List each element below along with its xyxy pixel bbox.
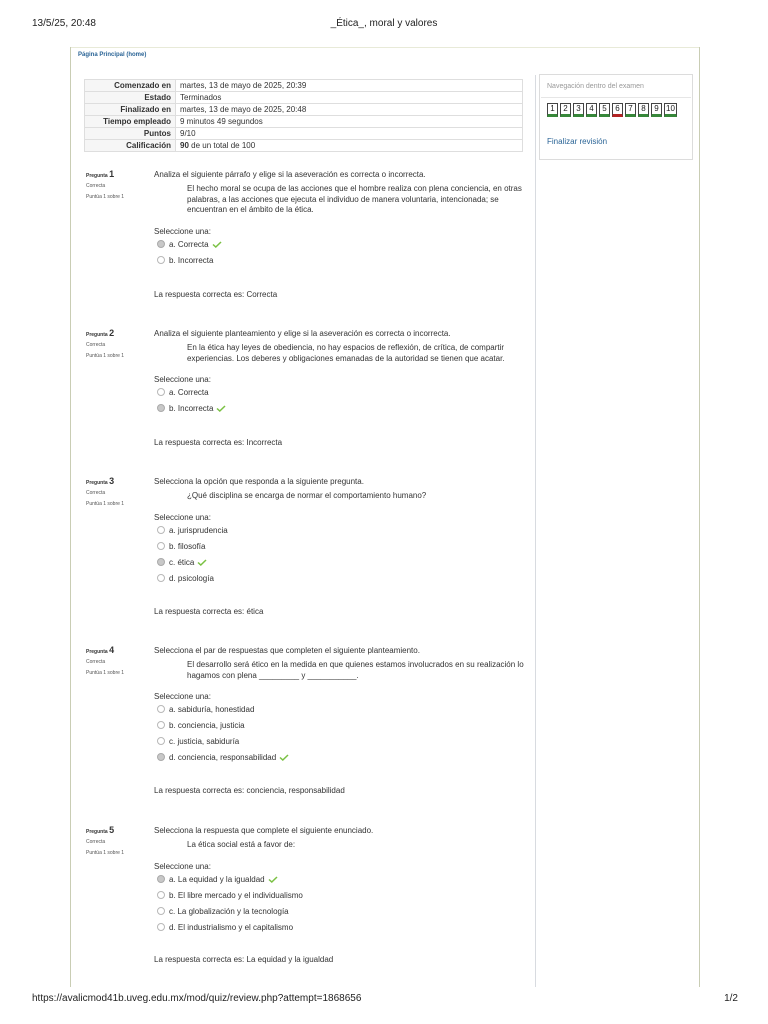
summary-value: Terminados	[176, 92, 523, 104]
question-info	[86, 825, 148, 856]
grade-total: de un total de 100	[188, 141, 256, 150]
summary-value: martes, 13 de mayo de 2025, 20:39	[176, 80, 523, 92]
question-label	[86, 825, 148, 835]
radio-button-selected[interactable]	[157, 875, 165, 883]
answer-option-label: a. Correcta	[169, 239, 209, 249]
question-statement: La ética social está a favor de:	[187, 840, 296, 849]
print-header	[0, 18, 768, 32]
radio-button[interactable]	[157, 574, 165, 582]
question-label	[86, 169, 148, 179]
frame-top-border	[71, 47, 699, 48]
question-grade: Puntúa 1 sobre 1	[86, 501, 125, 507]
radio-button-selected[interactable]	[157, 558, 165, 566]
question-nav-button[interactable]: 7	[625, 103, 636, 117]
question-body	[154, 329, 526, 447]
answer-option-label: c. justicia, sabiduría	[169, 737, 240, 746]
check-icon	[268, 876, 278, 883]
question-body	[154, 646, 526, 795]
question-statement: El hecho moral se ocupa de las acciones que el hombre realiza con plena conciencia, en otras palabras, a las acciones que ejecuta el individuo de manera voluntaria, intencionada; se encuentran en el ámbito de la ética.	[187, 184, 522, 214]
answer-option[interactable]	[157, 385, 526, 401]
answer-option[interactable]	[157, 401, 526, 417]
question-label	[86, 328, 148, 338]
question-state: Correcta	[86, 183, 106, 189]
finish-review-link[interactable]: Finalizar revisión	[547, 137, 608, 146]
summary-label: Calificación	[85, 140, 176, 152]
radio-button[interactable]	[157, 388, 165, 396]
summary-label: Finalizado en	[85, 104, 176, 116]
question-statement: En la ética hay leyes de obediencia, no hay espacios de reflexión, de crítica, de compartir experiencias. Los deberes y obligaciones emanadas de la autoridad se tienen que acatar.	[187, 343, 505, 363]
answer-option[interactable]	[157, 920, 526, 936]
answer-option[interactable]	[157, 718, 526, 734]
question-number: 5	[109, 825, 115, 835]
question-grade: Puntúa 1 sobre 1	[86, 353, 125, 359]
check-icon	[279, 754, 289, 761]
summary-row	[85, 140, 523, 152]
radio-button[interactable]	[157, 721, 165, 729]
answer-option-label: d. El industrialismo y el capitalismo	[169, 922, 294, 932]
question-nav-button[interactable]: 5	[599, 103, 610, 117]
question-intro: Selecciona la respuesta que complete el siguiente enunciado.	[154, 826, 374, 835]
question-number: 1	[109, 169, 115, 179]
radio-button[interactable]	[157, 737, 165, 745]
radio-button[interactable]	[157, 256, 165, 264]
answer-option-label: d. psicología	[169, 573, 214, 583]
question-number: 4	[109, 645, 115, 655]
summary-value: 9 minutos 49 segundos	[176, 116, 523, 128]
question-nav-button[interactable]: 10	[664, 103, 677, 117]
question-prompt: Seleccione una:	[154, 375, 211, 384]
question-grade: Puntúa 1 sobre 1	[86, 850, 125, 856]
answer-option[interactable]	[157, 872, 526, 888]
question-label-text: Pregunta	[86, 173, 108, 179]
breadcrumb-home-link[interactable]: Página Principal (home)	[78, 52, 147, 58]
question-state: Correcta	[86, 839, 106, 845]
divider	[541, 97, 691, 98]
column-divider	[535, 75, 536, 987]
question-intro: Selecciona el par de respuestas que completen el siguiente planteamiento.	[154, 646, 420, 655]
check-icon	[212, 241, 222, 248]
answer-option[interactable]	[157, 237, 526, 253]
summary-row	[85, 104, 523, 116]
answer-option[interactable]	[157, 904, 526, 920]
answer-option-label: b. filosofía	[169, 541, 206, 551]
question-prompt: Seleccione una:	[154, 512, 211, 522]
answer-option-label: b. conciencia, justicia	[169, 721, 245, 730]
correct-answer-feedback: La respuesta correcta es: ética	[154, 607, 264, 616]
answer-option[interactable]	[157, 555, 526, 571]
answer-option-label: b. El libre mercado y el individualismo	[169, 890, 303, 900]
print-date: 13/5/25, 20:48	[32, 18, 96, 29]
question-nav-button[interactable]: 2	[560, 103, 571, 117]
grade-value: 90	[180, 141, 189, 150]
summary-row	[85, 116, 523, 128]
question-info	[86, 328, 148, 359]
summary-value	[176, 140, 523, 152]
question-nav-buttons	[547, 103, 692, 120]
question-grade: Puntúa 1 sobre 1	[86, 670, 125, 676]
radio-button-selected[interactable]	[157, 404, 165, 412]
answer-option-label: c. ética	[169, 557, 195, 567]
answer-option-label: a. sabiduría, honestidad	[169, 705, 255, 714]
radio-button[interactable]	[157, 891, 165, 899]
question-grade: Puntúa 1 sobre 1	[86, 194, 125, 200]
summary-row	[85, 128, 523, 140]
question-nav-button-incorrect[interactable]: 6	[612, 103, 623, 117]
answer-option[interactable]	[157, 571, 526, 587]
answer-option-label: a. jurisprudencia	[169, 525, 228, 535]
question-intro: Analiza el siguiente planteamiento y elige si la aseveración es correcta o incorrecta.	[154, 329, 451, 338]
summary-value: 9/10	[176, 128, 523, 140]
answer-option-label: a. La equidad y la igualdad	[169, 874, 265, 884]
answer-option-label: a. Correcta	[169, 388, 209, 397]
summary-label: Estado	[85, 92, 176, 104]
answer-option[interactable]	[157, 523, 526, 539]
question-nav-button[interactable]: 1	[547, 103, 558, 117]
question-label-text: Pregunta	[86, 480, 108, 486]
question-body	[154, 170, 526, 299]
quiz-navigation-title: Navegación dentro del examen	[547, 83, 644, 90]
print-title: _Ética_, moral y valores	[330, 18, 438, 29]
question-nav-button[interactable]: 3	[573, 103, 584, 117]
radio-button[interactable]	[157, 542, 165, 550]
answer-option[interactable]	[157, 734, 526, 750]
question-prompt: Seleccione una:	[154, 226, 211, 236]
answer-option-label: b. Incorrecta	[169, 404, 214, 413]
question-state: Correcta	[86, 490, 106, 496]
print-url: https://avalicmod41b.uveg.edu.mx/mod/quiz/review.php?attempt=1868656	[32, 993, 362, 1004]
question-state: Correcta	[86, 342, 106, 348]
summary-label: Puntos	[85, 128, 176, 140]
correct-answer-feedback: La respuesta correcta es: conciencia, responsabilidad	[154, 786, 345, 795]
page-number: 1/2	[724, 993, 738, 1004]
answer-option[interactable]	[157, 702, 526, 718]
quiz-navigation-block	[539, 74, 693, 160]
summary-value: martes, 13 de mayo de 2025, 20:48	[176, 104, 523, 116]
question-intro: Analiza el siguiente párrafo y elige si la aseveración es correcta o incorrecta.	[154, 170, 426, 179]
correct-answer-feedback: La respuesta correcta es: La equidad y la igualdad	[154, 955, 334, 964]
question-state: Correcta	[86, 659, 106, 665]
check-icon	[216, 405, 226, 412]
radio-button[interactable]	[157, 907, 165, 915]
question-info	[86, 169, 148, 200]
answer-option[interactable]	[157, 750, 526, 766]
question-statement: El desarrollo será ético en la medida en que quienes estamos involucrados en su realización lo hagamos con plena _________ y ___________.	[187, 660, 524, 680]
answer-option-label: c. La globalización y la tecnología	[169, 906, 289, 916]
radio-button[interactable]	[157, 705, 165, 713]
answer-option-label: d. conciencia, responsabilidad	[169, 753, 277, 762]
question-label-text: Pregunta	[86, 649, 108, 655]
correct-answer-feedback: La respuesta correcta es: Incorrecta	[154, 438, 283, 447]
question-info	[86, 645, 148, 676]
summary-row	[85, 80, 523, 92]
question-statement: ¿Qué disciplina se encarga de normar el comportamiento humano?	[187, 491, 427, 500]
summary-row	[85, 92, 523, 104]
question-prompt: Seleccione una:	[154, 861, 211, 871]
question-nav-button[interactable]: 4	[586, 103, 597, 117]
page-frame	[70, 47, 700, 987]
question-prompt: Seleccione una:	[154, 692, 211, 701]
radio-button-selected[interactable]	[157, 753, 165, 761]
radio-button[interactable]	[157, 923, 165, 931]
question-label-text: Pregunta	[86, 332, 108, 338]
question-info	[86, 476, 148, 507]
summary-label: Tiempo empleado	[85, 116, 176, 128]
summary-label: Comenzado en	[85, 80, 176, 92]
question-label	[86, 476, 148, 486]
answer-option-label: b. Incorrecta	[169, 255, 214, 265]
answer-option[interactable]	[157, 539, 526, 555]
answer-option[interactable]	[157, 253, 526, 269]
print-footer	[0, 993, 768, 1007]
correct-answer-feedback: La respuesta correcta es: Correcta	[154, 290, 278, 299]
radio-button-selected[interactable]	[157, 240, 165, 248]
question-label	[86, 645, 148, 655]
answer-option[interactable]	[157, 888, 526, 904]
question-number: 3	[109, 476, 115, 486]
question-number: 2	[109, 328, 115, 338]
question-nav-button[interactable]: 9	[651, 103, 662, 117]
question-label-text: Pregunta	[86, 829, 108, 835]
attempt-summary-table	[84, 79, 523, 152]
question-body	[154, 826, 526, 964]
question-nav-button[interactable]: 8	[638, 103, 649, 117]
radio-button[interactable]	[157, 526, 165, 534]
check-icon	[197, 559, 207, 566]
question-intro: Selecciona la opción que responda a la siguiente pregunta.	[154, 477, 364, 486]
question-body	[154, 477, 526, 616]
